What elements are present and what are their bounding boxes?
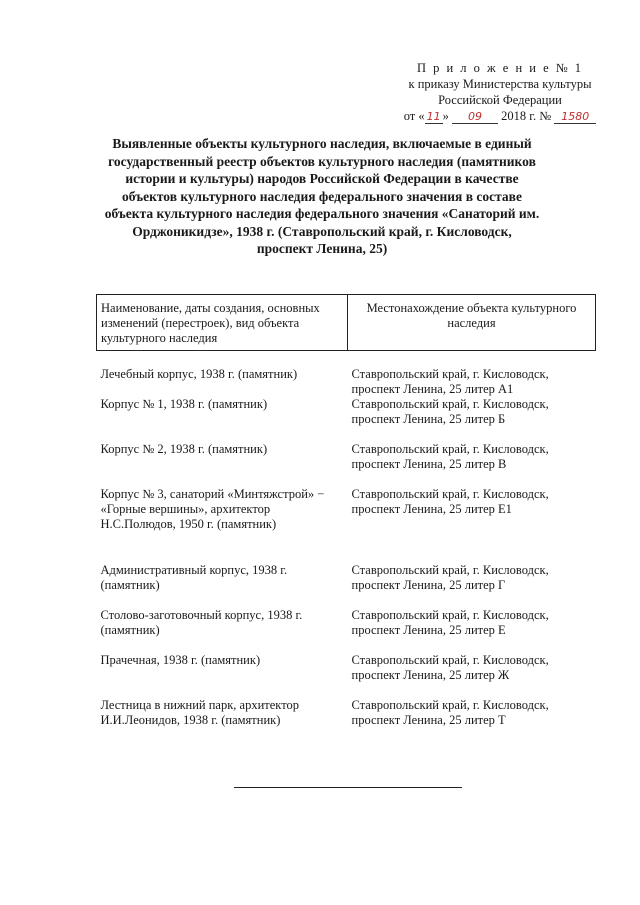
heading-line: объекта культурного наследия федерального значения «Санаторий им. (104, 206, 540, 221)
object-location-cell: Ставропольский край, г. Кисловодск, проспект Ленина, 25 литер Е (351, 608, 549, 637)
table-row (97, 351, 596, 398)
table-row (97, 397, 596, 442)
date-prefix: от « (403, 109, 425, 123)
date-mid: » (442, 109, 453, 123)
heading-line: истории и культуры) народов Российской Федерации в качестве (125, 171, 519, 186)
document-heading (100, 135, 544, 258)
column-header-location: Местонахождение объекта культурного наследия (348, 295, 596, 351)
table-header-row (97, 295, 596, 351)
handwritten-month: 09 (452, 110, 498, 124)
object-location-cell: Ставропольский край, г. Кисловодск, проспект Ленина, 25 литер Е1 (351, 487, 549, 516)
table-row (97, 608, 596, 653)
object-name-cell: Лечебный корпус, 1938 г. (памятник) (100, 367, 298, 381)
table-row (97, 487, 596, 563)
heading-line: проспект Ленина, 25) (256, 241, 388, 256)
heritage-objects-table (96, 294, 596, 748)
object-location-cell: Ставропольский край, г. Кисловодск, проспект Ленина, 25 литер Ж (351, 653, 549, 682)
appendix-order-line: к приказу Министерства культуры (408, 77, 592, 91)
object-name-cell: Лестница в нижний парк, архитектор И.И.Леонидов, 1938 г. (памятник) (100, 698, 300, 727)
object-name-cell: Корпус № 2, 1938 г. (памятник) (100, 442, 268, 456)
handwritten-order-number: 1580 (554, 110, 596, 124)
object-location-cell: Ставропольский край, г. Кисловодск, проспект Ленина, 25 литер Г (351, 563, 549, 592)
table-row (97, 653, 596, 698)
appendix-date-line (390, 108, 610, 124)
column-header-name: Наименование, даты создания, основных изменений (перестроек), вид объекта культурного наследия (97, 295, 348, 351)
handwritten-day: 11 (426, 110, 441, 123)
object-name-cell: Корпус № 3, санаторий «Минтяжстрой» − «Горные вершины», архитектор Н.С.Полюдов, 1950 г. (памятник) (100, 487, 325, 531)
object-name-cell: Корпус № 1, 1938 г. (памятник) (100, 397, 268, 411)
table-row (97, 563, 596, 608)
object-name-cell: Столово-заготовочный корпус, 1938 г. (памятник) (100, 608, 303, 637)
object-location-cell: Ставропольский край, г. Кисловодск, проспект Ленина, 25 литер Т (351, 698, 549, 727)
heading-line: объектов культурного наследия федерального значения в составе (122, 188, 522, 204)
closing-rule (234, 787, 462, 788)
appendix-header (390, 60, 610, 124)
table-row (97, 442, 596, 487)
heading-line: государственный реестр объектов культурного наследия (памятников (108, 153, 536, 169)
object-location-cell: Ставропольский край, г. Кисловодск, проспект Ленина, 25 литер А1 (351, 367, 549, 396)
appendix-title: П р и л о ж е н и е № 1 (416, 61, 584, 75)
object-name-cell: Административный корпус, 1938 г. (памятник) (100, 563, 288, 592)
appendix-ministry-line: Российской Федерации (438, 93, 562, 107)
heading-line: Выявленные объекты культурного наследия, включаемые в единый (112, 136, 532, 151)
object-name-cell: Прачечная, 1938 г. (памятник) (100, 653, 261, 667)
object-location-cell: Ставропольский край, г. Кисловодск, проспект Ленина, 25 литер В (351, 442, 549, 471)
table-row (97, 698, 596, 748)
date-year: 2018 г. № (498, 109, 555, 123)
heading-line: Орджоникидзе», 1938 г. (Ставропольский край, г. Кисловодск, (132, 223, 512, 239)
object-location-cell: Ставропольский край, г. Кисловодск, проспект Ленина, 25 литер Б (351, 397, 549, 426)
